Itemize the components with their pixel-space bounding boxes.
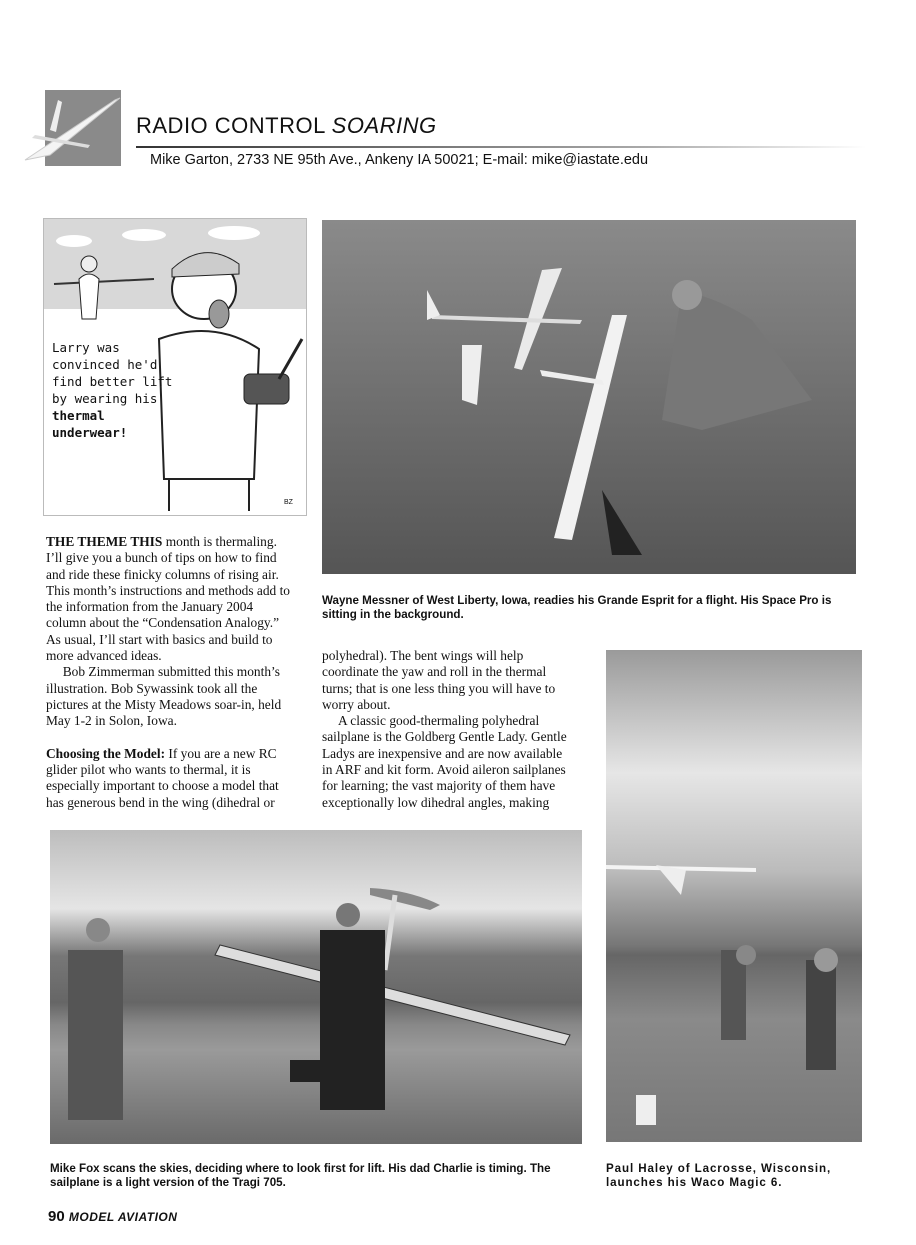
- section-lines: [46, 762, 290, 811]
- magazine-name: MODEL AVIATION: [68, 1210, 178, 1224]
- text-line: I’ll give you a bunch of tips on how to find: [46, 550, 277, 566]
- text-line: in ARF and kit form. Avoid aileron sailplanes: [322, 762, 566, 778]
- column-title: [136, 113, 437, 139]
- text-line: especially important to choose a model that: [46, 778, 279, 794]
- caption-top-photo: Wayne Messner of West Liberty, Iowa, readies his Grande Esprit for a flight. His Space Pro is sitting in the background.: [322, 594, 832, 621]
- text-line: for learning; the vast majority of them have: [322, 778, 556, 794]
- lead-line: [46, 534, 290, 550]
- author-address: Mike Garton, 2733 NE 95th Ave., Ankeny IA 50021; E-mail: mike@iastate.edu: [150, 152, 649, 168]
- text-line: more advanced ideas.: [46, 648, 162, 664]
- middle-column-text: [322, 648, 567, 811]
- text-line: illustration. Bob Sywassink took all the: [46, 680, 258, 696]
- glider-logo-icon: [45, 90, 121, 166]
- text-line: polyhedral). The bent wings will help: [322, 648, 524, 663]
- text-line: coordinate the yaw and roll in the thermal: [322, 664, 547, 680]
- cartoon-signature: BZ: [284, 499, 293, 506]
- cartoon-line: convinced he'd: [52, 357, 158, 372]
- caption-bottom-left: Mike Fox scans the skies, deciding where to look first for lift. His dad Charlie is timing. The sailplane is a light version of the Tragi 705.: [50, 1162, 551, 1189]
- cartoon-line: find better lift: [52, 374, 173, 389]
- cartoon-line: by wearing his: [52, 391, 158, 406]
- text-line: turns; that is one less thing you will have to: [322, 680, 556, 696]
- left-lines: [46, 550, 290, 729]
- text-line: pictures at the Misty Meadows soar-in, held: [46, 696, 282, 712]
- section-line: [46, 746, 290, 762]
- cartoon-line-bold: thermal: [52, 408, 105, 423]
- lead-bold: THE THEME THIS: [46, 534, 163, 549]
- lead-rest: month is thermaling.: [162, 534, 277, 549]
- text-line: and ride these finicky columns of rising air.: [46, 566, 279, 582]
- title-italic: SOARING: [331, 113, 437, 138]
- section-heading: Choosing the Model:: [46, 745, 166, 761]
- header-rule: [136, 146, 866, 148]
- text-line: May 1-2 in Solon, Iowa.: [46, 713, 177, 729]
- text-line: has generous bend in the wing (dihedral or: [46, 794, 275, 810]
- text-line: Bob Zimmerman submitted this month’s: [46, 664, 280, 680]
- text-line: sailplane is the Goldberg Gentle Lady. Gentle: [322, 729, 567, 745]
- text-line: A classic good-thermaling polyhedral: [322, 713, 540, 729]
- title-main: RADIO CONTROL: [136, 113, 332, 138]
- photo-wayne-messner: [322, 220, 856, 574]
- cartoon-illustration: [43, 218, 307, 516]
- photo-mike-fox: [50, 830, 582, 1144]
- text-line: As usual, I’ll start with basics and build to: [46, 631, 273, 647]
- cartoon-line-bold: underwear!: [52, 425, 128, 440]
- page-number: 90: [48, 1208, 65, 1225]
- left-column-text: [46, 534, 290, 811]
- cartoon-caption: [52, 339, 172, 441]
- text-line: column about the “Condensation Analogy.”: [46, 615, 280, 631]
- text-line: the information from the January 2004: [46, 599, 254, 615]
- text-line: Ladys are inexpensive and are now available: [322, 745, 563, 761]
- page-footer: [48, 1208, 177, 1225]
- text-line: exceptionally low dihedral angles, making: [322, 794, 550, 810]
- cartoon-line: Larry was: [52, 340, 120, 355]
- caption-bottom-right: Paul Haley of Lacrosse, Wisconsin, launches his Waco Magic 6.: [606, 1162, 832, 1189]
- photo-paul-haley: [606, 650, 862, 1142]
- section-rest: If you are a new RC: [165, 745, 277, 761]
- text-line: glider pilot who wants to thermal, it is: [46, 762, 251, 778]
- text-line: worry about.: [322, 696, 391, 712]
- text-line: This month’s instructions and methods add to: [46, 582, 290, 598]
